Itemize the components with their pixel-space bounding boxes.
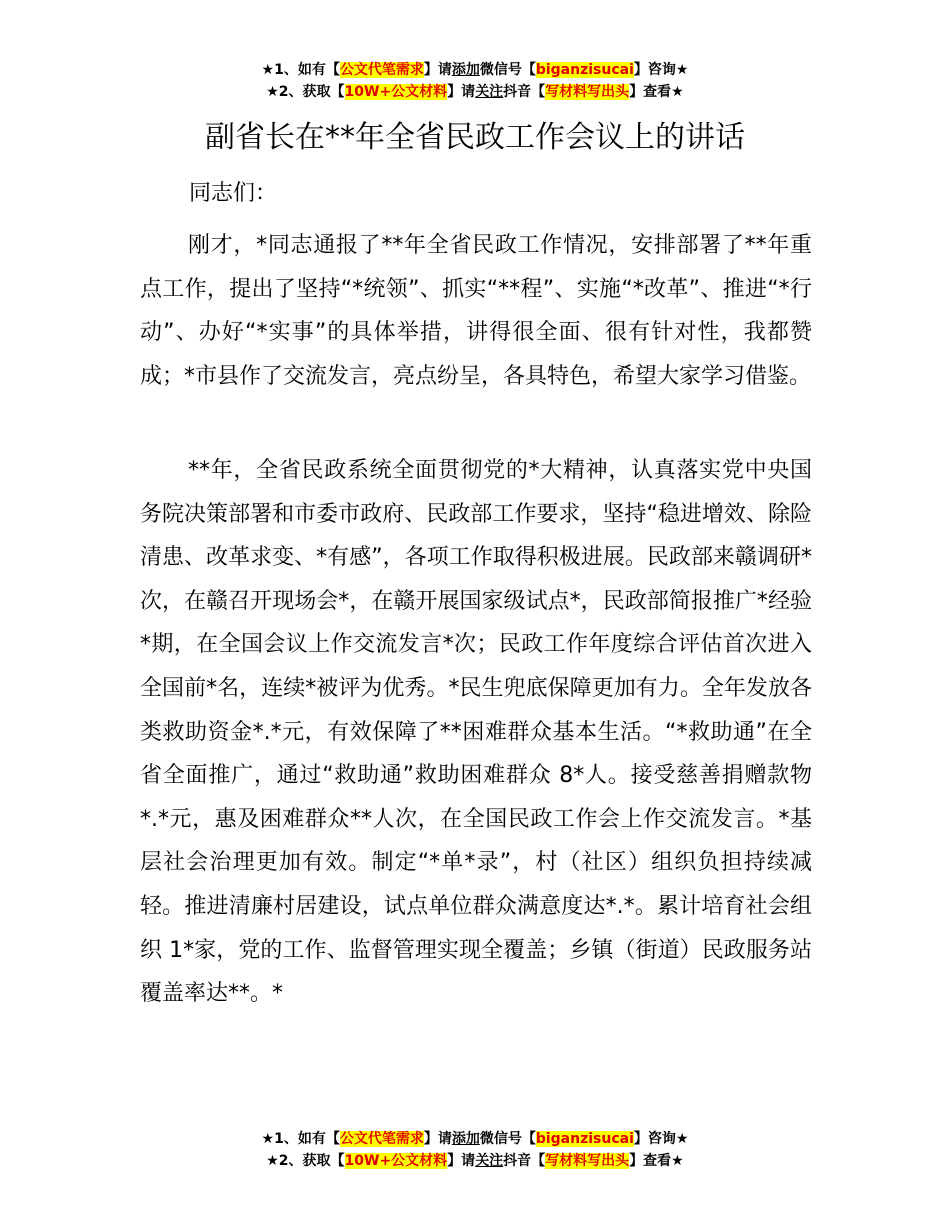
emphasis-text: 添加 — [451, 1131, 480, 1147]
highlight-wechat-id: biganzisucai — [535, 1131, 634, 1147]
salutation: 同志们： — [189, 181, 278, 206]
banner-line-1 — [0, 59, 950, 81]
highlight-service: 公文代笔需求 — [339, 62, 424, 78]
banner-line-2 — [0, 81, 950, 103]
banner-text: 微信号【 — [479, 1131, 536, 1147]
banner-text: 】咨询★ — [633, 1131, 689, 1147]
banner-text: ★2、获取【 — [266, 1153, 345, 1169]
document-title: 副省长在**年全省民政工作会议上的讲话 — [205, 120, 745, 155]
banner-text: 抖音【 — [503, 1153, 546, 1169]
banner-text: ★1、如有【 — [261, 62, 340, 78]
top-banner — [0, 59, 950, 103]
paragraph-2: **年，全省民政系统全面贯彻党的*大精神，认真落实党中央国务院决策部署和市委市政府、民政部工作要求，坚持“稳进增效、除险清患、改革求变、*有感”，各项工作取得积极进展。民政部来赣调研*次，在赣召开现场会*，在赣开展国家级试点*，民政部简报推广*经验*期，在全国会议上作交流发言*次；民政工作年度综合评估首次进入全国前*名，连续*被评为优秀。*民生兜底保障更加有力。全年发放各类救助资金*.*元，有效保障了**困难群众基本生活。“*救助通”在全省全面推广，通过“救助通”救助困难群众 8*人。接受慈善捐赠款物*.*元，惠及困难群众**人次，在全国民政工作会上作交流发言。*基层社会治理更加有效。制定“*单*录”，村（社区）组织负担持续减轻。推进清廉村居建设，试点单位群众满意度达*.*。累计培育社会组织 1*家，党的工作、监督管理实现全覆盖；乡镇（街道）民政服务站覆盖率达**。* — [140, 458, 812, 1007]
banner-text: 抖音【 — [503, 84, 546, 100]
banner-text: 】咨询★ — [633, 62, 689, 78]
highlight-wechat-id: biganzisucai — [535, 62, 634, 78]
emphasis-text: 关注 — [475, 1153, 504, 1169]
emphasis-text: 添加 — [451, 62, 480, 78]
banner-text: 微信号【 — [479, 62, 536, 78]
banner-text: 】查看★ — [629, 84, 684, 100]
highlight-douyin: 写材料写出头 — [545, 84, 630, 100]
highlight-service: 公文代笔需求 — [339, 1131, 424, 1147]
banner-line-2 — [0, 1150, 950, 1172]
banner-text: 】查看★ — [629, 1153, 684, 1169]
banner-text: 】请 — [447, 84, 476, 100]
banner-line-1 — [0, 1128, 950, 1150]
banner-text: 】请 — [423, 62, 452, 78]
highlight-materials: 10W+公文材料 — [344, 84, 448, 100]
highlight-materials: 10W+公文材料 — [344, 1153, 448, 1169]
banner-text: ★1、如有【 — [261, 1131, 340, 1147]
banner-text: ★2、获取【 — [266, 84, 345, 100]
paragraph-1: 刚才，*同志通报了**年全省民政工作情况，安排部署了**年重点工作，提出了坚持“*统领”、抓实“**程”、实施“*改革”、推进“*行动”、办好“*实事”的具体举措，讲得很全面、很有针对性，我都赞成；*市县作了交流发言，亮点纷呈，各具特色，希望大家学习借鉴。 — [140, 233, 812, 389]
emphasis-text: 关注 — [475, 84, 504, 100]
banner-text: 】请 — [447, 1153, 476, 1169]
banner-text: 】请 — [423, 1131, 452, 1147]
highlight-douyin: 写材料写出头 — [545, 1153, 630, 1169]
bottom-banner — [0, 1128, 950, 1172]
